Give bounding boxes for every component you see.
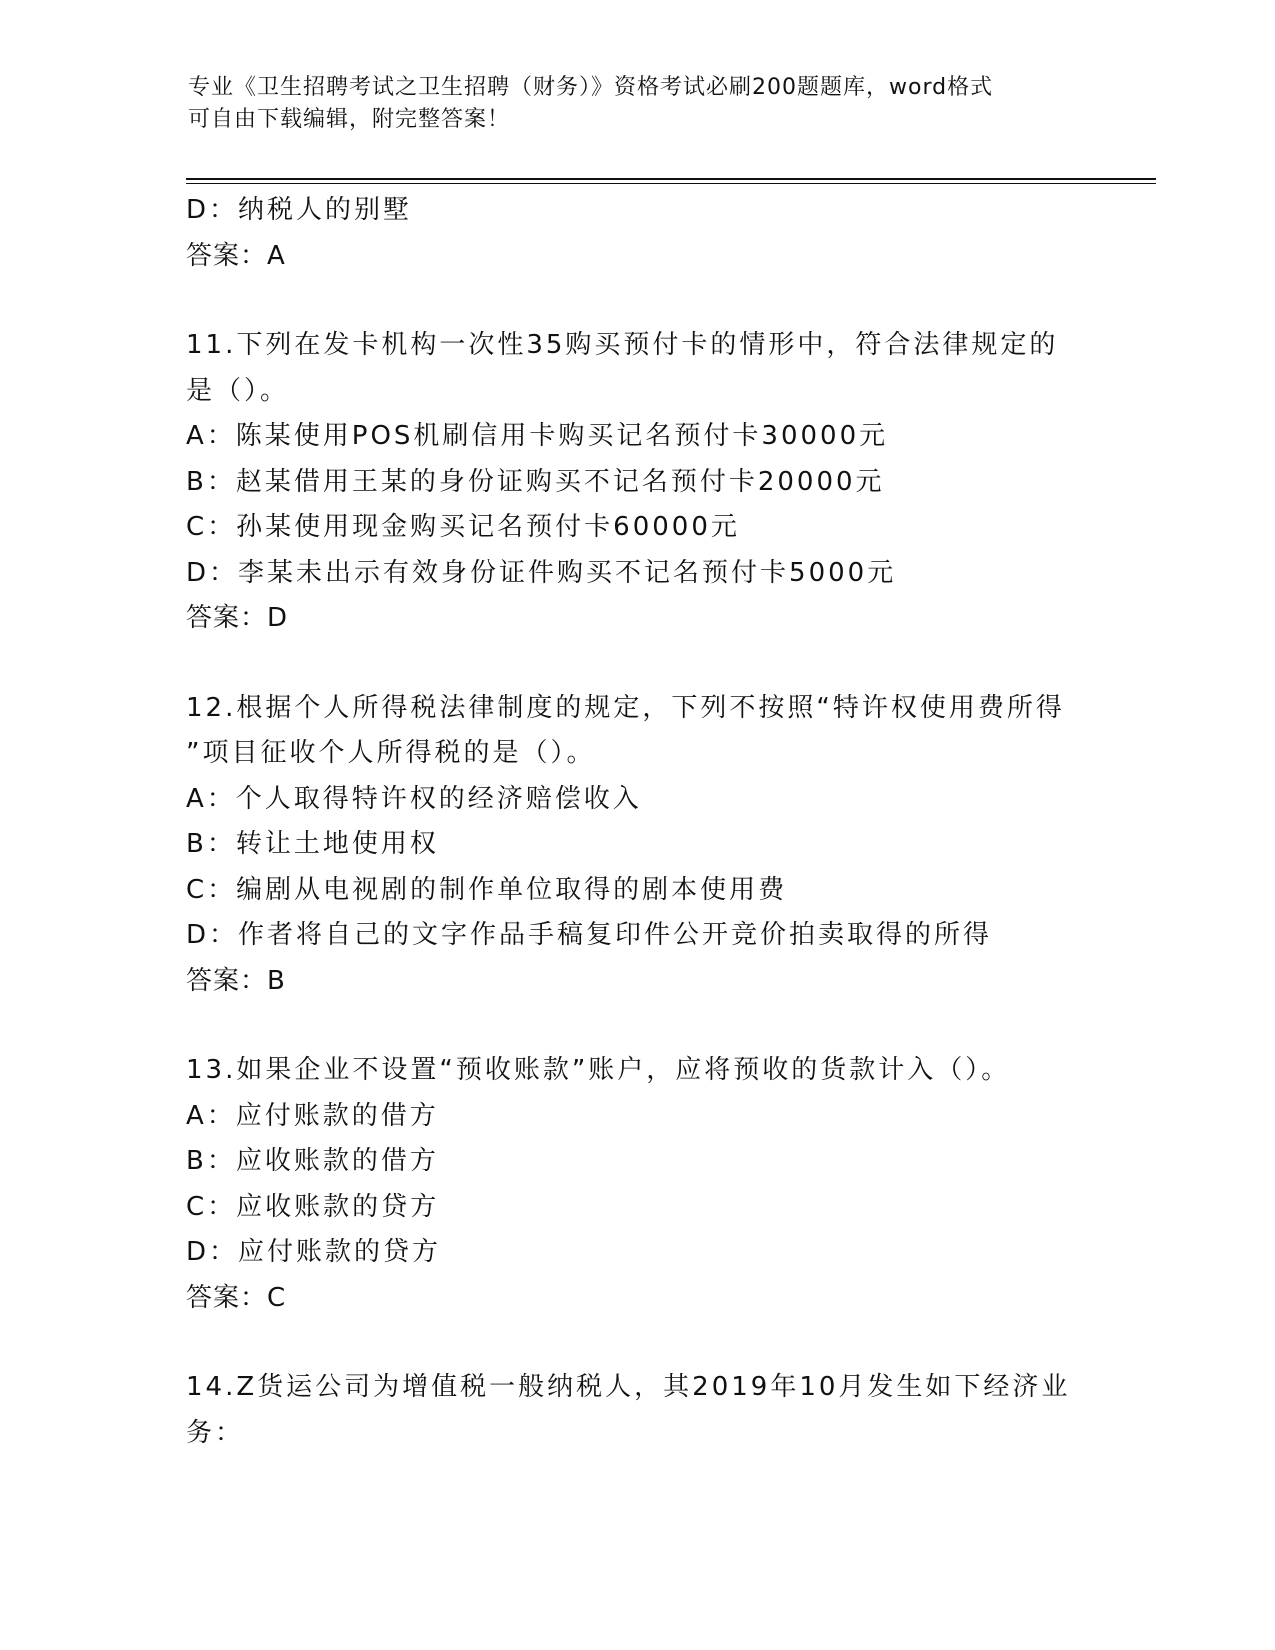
option-d: D：纳税人的别墅 [186,195,413,225]
answer-line: 答案：D [186,603,289,633]
question-stem: 14.Z货运公司为增值税一般纳税人，其2019年10月发生如下经济业 [186,1372,1071,1402]
option-b: B：赵某借用王某的身份证购买不记名预付卡20000元 [186,466,885,497]
question-stem-cont: ”项目征收个人所得税的是（）。 [186,738,596,768]
question-stem-cont: 务： [186,1417,245,1448]
option-d: D：李某未出示有效身份证件购买不记名预付卡5000元 [186,557,897,588]
question-stem: 13.如果企业不设置“预收账款”账户，应将预收的货款计入（）。 [186,1055,1011,1085]
option-a: A：个人取得特许权的经济赔偿收入 [186,783,642,814]
document-header [188,72,1088,136]
question-14 [186,1365,1086,1456]
header-line-1: 专业《卫生招聘考试之卫生招聘（财务）》资格考试必刷200题题库，word格式 [188,75,994,100]
question-stem: 11.下列在发卡机构一次性35购买预付卡的情形中，符合法律规定的 [186,330,1059,360]
answer-line: 答案：B [186,965,286,996]
option-c: C：应收账款的贷方 [186,1191,440,1222]
option-c: C：编剧从电视剧的制作单位取得的剧本使用费 [186,874,788,905]
answer-line: 答案：C [186,1282,287,1313]
option-d: D：应付账款的贷方 [186,1237,442,1267]
header-divider-thick [186,178,1156,180]
header-line-2: 可自由下载编辑，附完整答案！ [188,107,511,132]
option-a: A：陈某使用POS机刷信用卡购买记名预付卡30000元 [186,421,889,451]
option-c: C：孙某使用现金购买记名预付卡60000元 [186,512,740,542]
option-b: B：转让土地使用权 [186,829,439,859]
question-content [186,188,1086,1456]
question-stem: 12.根据个人所得税法律制度的规定，下列不按照“特许权使用费所得 [186,692,1065,723]
question-13 [186,1048,1086,1321]
header-divider-thin [186,183,1156,184]
option-d: D：作者将自己的文字作品手稿复印件公开竞价拍卖取得的所得 [186,920,993,950]
question-11 [186,323,1086,642]
question-stem-cont: 是（）。 [186,375,290,406]
question-12 [186,686,1086,1005]
option-a: A：应付账款的借方 [186,1100,439,1131]
option-b: B：应收账款的借方 [186,1146,439,1176]
answer-line: 答案：A [186,240,286,271]
